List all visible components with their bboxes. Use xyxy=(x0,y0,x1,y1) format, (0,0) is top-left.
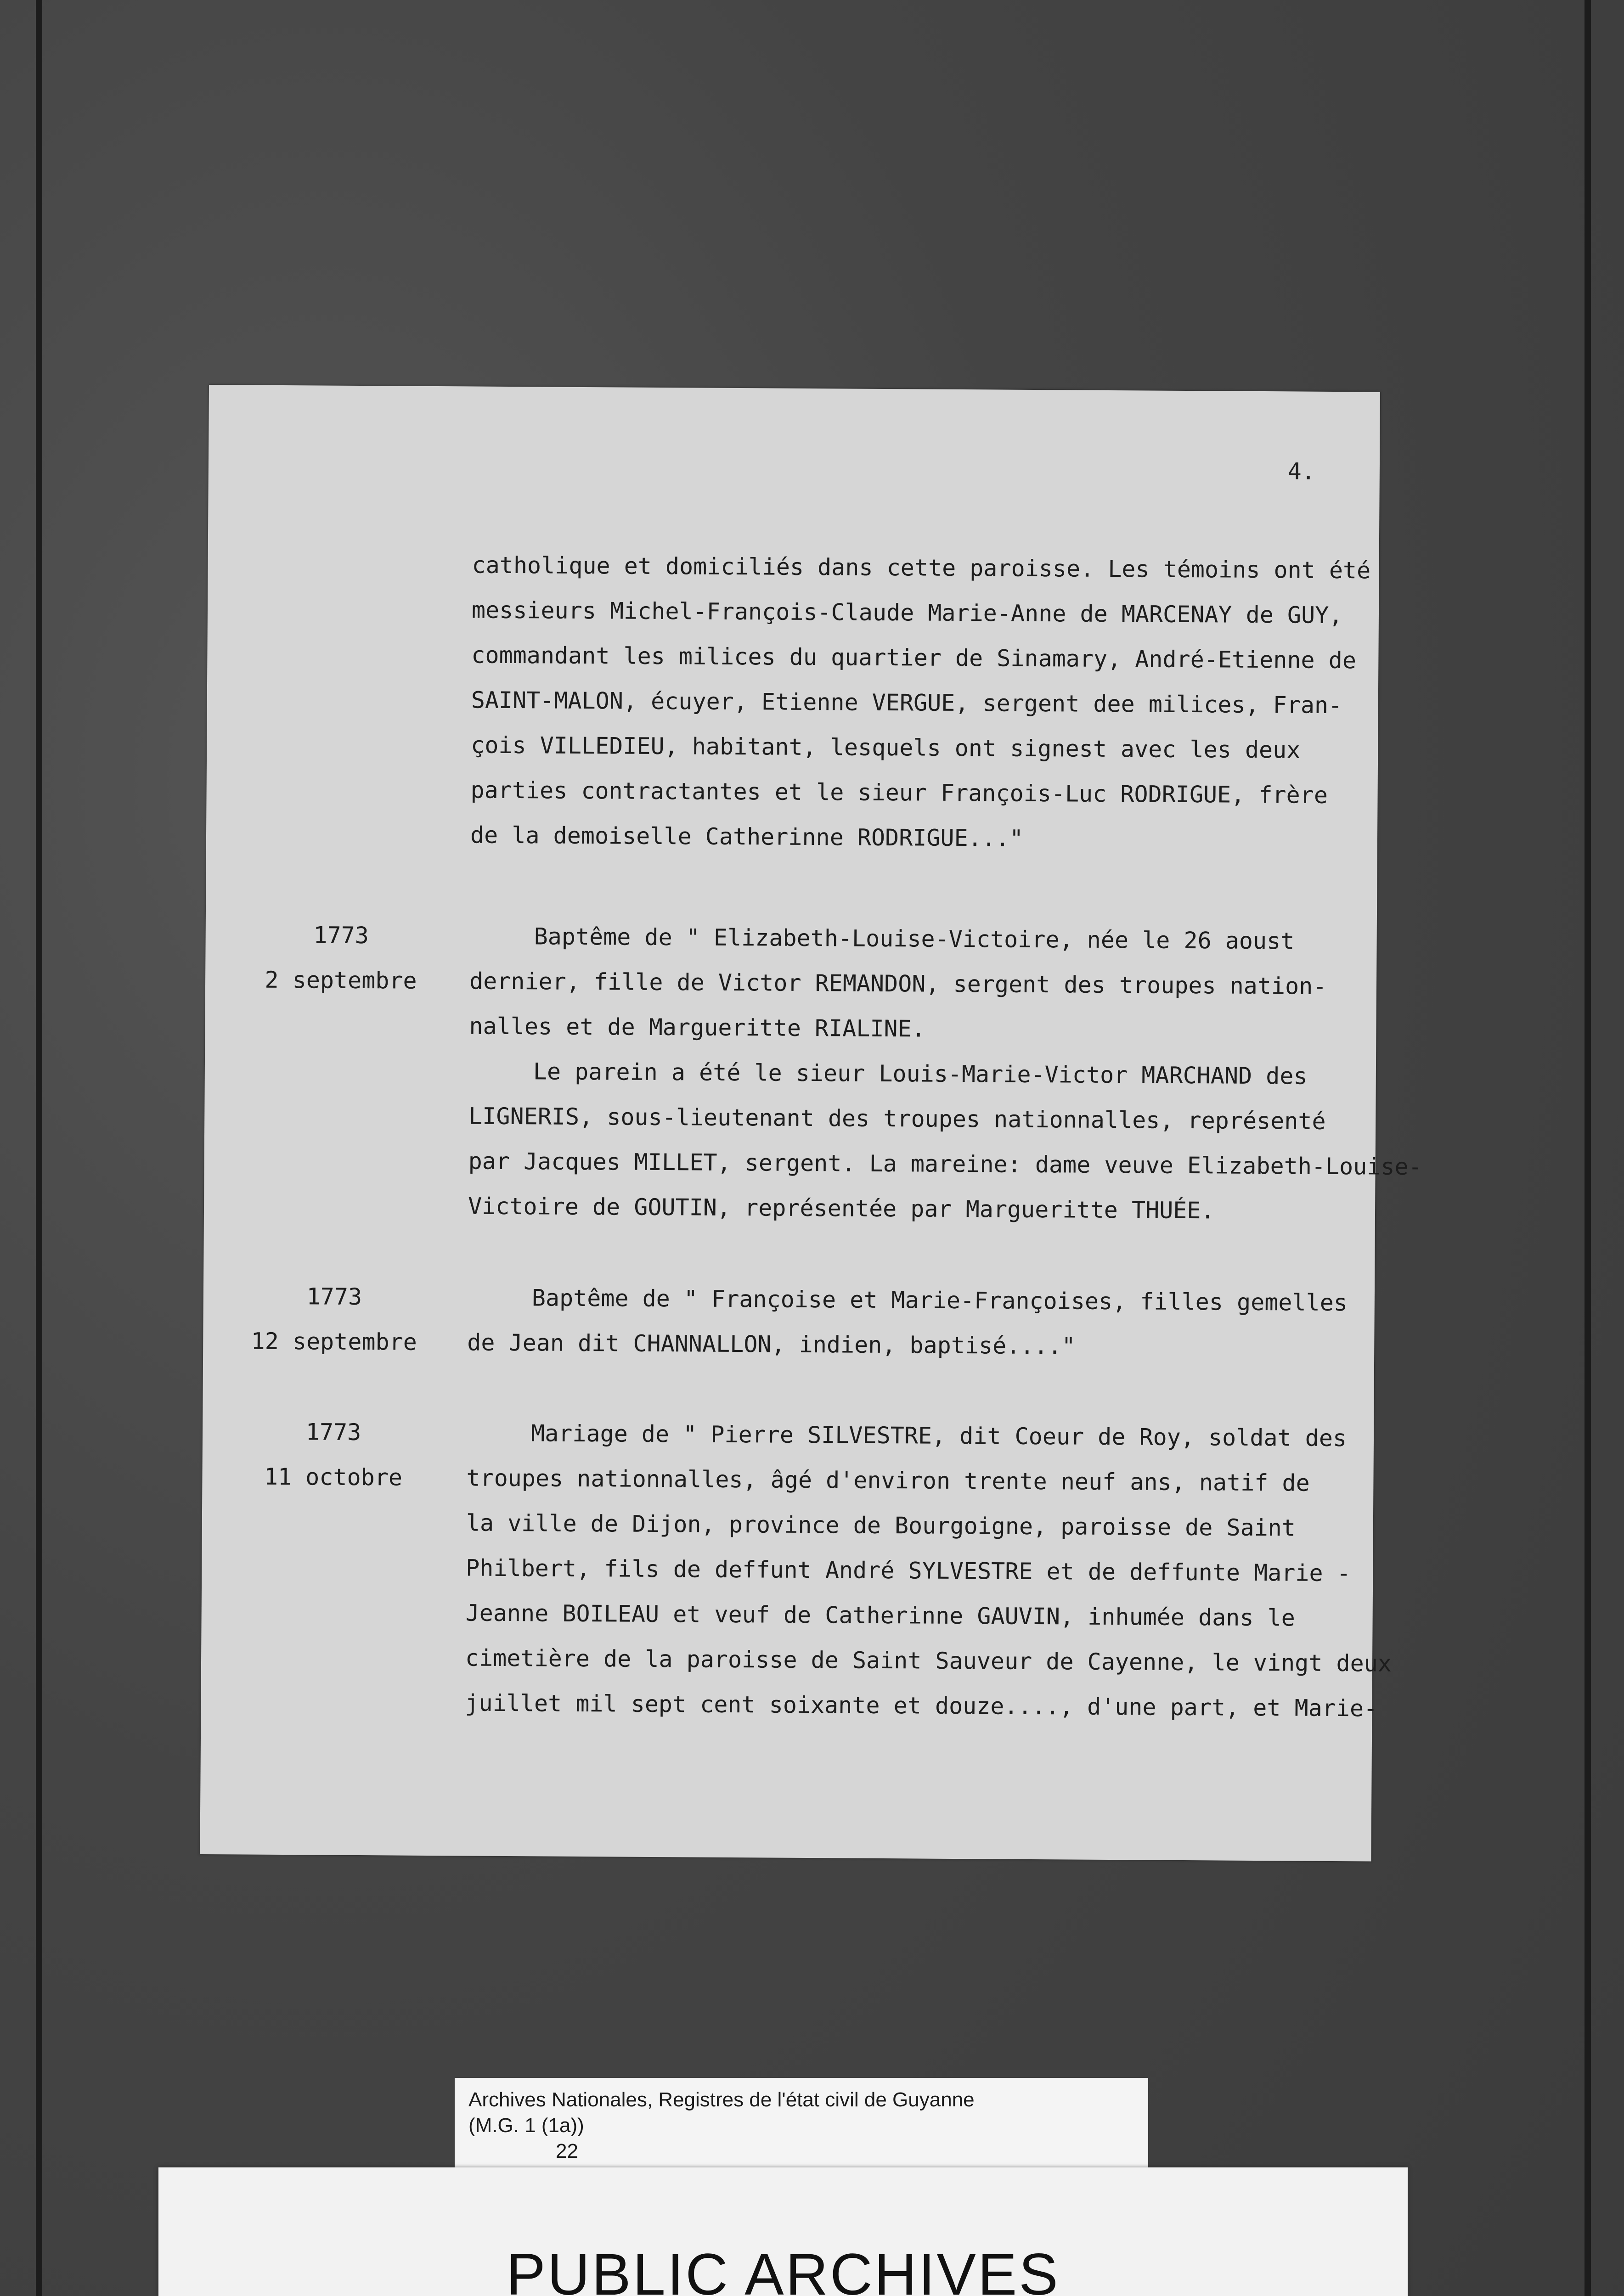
margin-year: 1773 xyxy=(313,922,369,949)
reference-label xyxy=(455,2078,1148,2174)
text-line: parties contractantes et le sieur François-Luc RODRIGUE, frère xyxy=(470,777,1328,809)
text-line: troupes nationnalles, âgé d'environ trente neuf ans, natif de xyxy=(466,1464,1310,1497)
margin-day: 12 septembre xyxy=(251,1328,417,1356)
text-line: commandant les milices du quartier de Sinamary, André-Etienne de xyxy=(471,642,1357,674)
text-line: par Jacques MILLET, sergent. La mareine: dame veuve Elizabeth-Louise- xyxy=(468,1148,1422,1181)
text-line: messieurs Michel-François-Claude Marie-Anne de MARCENAY de GUY, xyxy=(471,597,1343,629)
text-line: nalles et de Margueritte RIALINE. xyxy=(469,1013,926,1042)
text-line: de Jean dit CHANNALLON, indien, baptisé...." xyxy=(467,1329,1076,1360)
margin-date-1 xyxy=(249,912,433,1003)
document-page xyxy=(200,385,1422,1862)
text-line: Philbert, fils de deffunt André SYLVESTRE et de deffunte Marie - xyxy=(466,1554,1351,1587)
archive-card xyxy=(158,2167,1408,2296)
margin-year: 1773 xyxy=(306,1283,362,1311)
text-line: cimetière de la paroisse de Saint Sauveur de Cayenne, le vingt deux xyxy=(465,1644,1392,1677)
margin-day: 11 octobre xyxy=(264,1463,403,1491)
text-line: LIGNERIS, sous-lieutenant des troupes nationnalles, représenté xyxy=(468,1103,1326,1135)
archive-title-en: PUBLIC ARCHIVES xyxy=(506,2242,1060,2296)
margin-date-2 xyxy=(242,1273,426,1364)
paragraph-4 xyxy=(467,1275,1349,1370)
text-line: la ville de Dijon, province de Bourgoigne, paroisse de Saint xyxy=(466,1509,1296,1542)
text-line: Baptême de " Françoise et Marie-Françoises, filles gemelles xyxy=(531,1284,1348,1317)
film-edge-right xyxy=(1585,0,1591,2296)
text-line: Jeanne BOILEAU et veuf de Catherinne GAUVIN, inhumée dans le xyxy=(465,1599,1295,1632)
margin-day: 2 septembre xyxy=(265,966,417,994)
paragraph-1 xyxy=(470,543,1371,863)
paragraph-5 xyxy=(465,1410,1392,1731)
text-line: Mariage de " Pierre SILVESTRE, dit Coeur de Roy, soldat des xyxy=(530,1420,1347,1452)
text-line: SAINT-MALON, écuyer, Etienne VERGUE, sergent dee milices, Fran- xyxy=(471,687,1342,719)
margin-year: 1773 xyxy=(305,1418,361,1446)
page-number: 4. xyxy=(1287,458,1316,485)
text-line: dernier, fille de Victor REMANDON, sergent des troupes nation- xyxy=(469,968,1327,1000)
text-line: catholique et domiciliés dans cette paroisse. Les témoins ont été xyxy=(472,551,1371,584)
text-line: Victoire de GOUTIN, représentée par Margueritte THUÉE. xyxy=(468,1193,1215,1224)
text-line: Le parein a été le sieur Louis-Marie-Victor MARCHAND des xyxy=(533,1058,1308,1090)
margin-date-3 xyxy=(241,1409,425,1500)
paragraph-2 xyxy=(469,913,1352,1054)
text-line: çois VILLEDIEU, habitant, lesquels ont signest avec les deux xyxy=(471,732,1301,764)
reference-code: (M.G. 1 (1a)) xyxy=(468,2114,584,2137)
reference-volume: 22 xyxy=(556,2140,578,2162)
text-line: juillet mil sept cent soixante et douze...., d'une part, et Marie- xyxy=(465,1689,1378,1722)
film-edge-left xyxy=(36,0,42,2296)
paragraph-3 xyxy=(468,1048,1422,1234)
text-line: de la demoiselle Catherinne RODRIGUE..." xyxy=(470,822,1024,852)
reference-source: Archives Nationales, Registres de l'état civil de Guyanne xyxy=(468,2088,975,2111)
text-line: Baptême de " Elizabeth-Louise-Victoire, née le 26 aoust xyxy=(534,923,1295,955)
